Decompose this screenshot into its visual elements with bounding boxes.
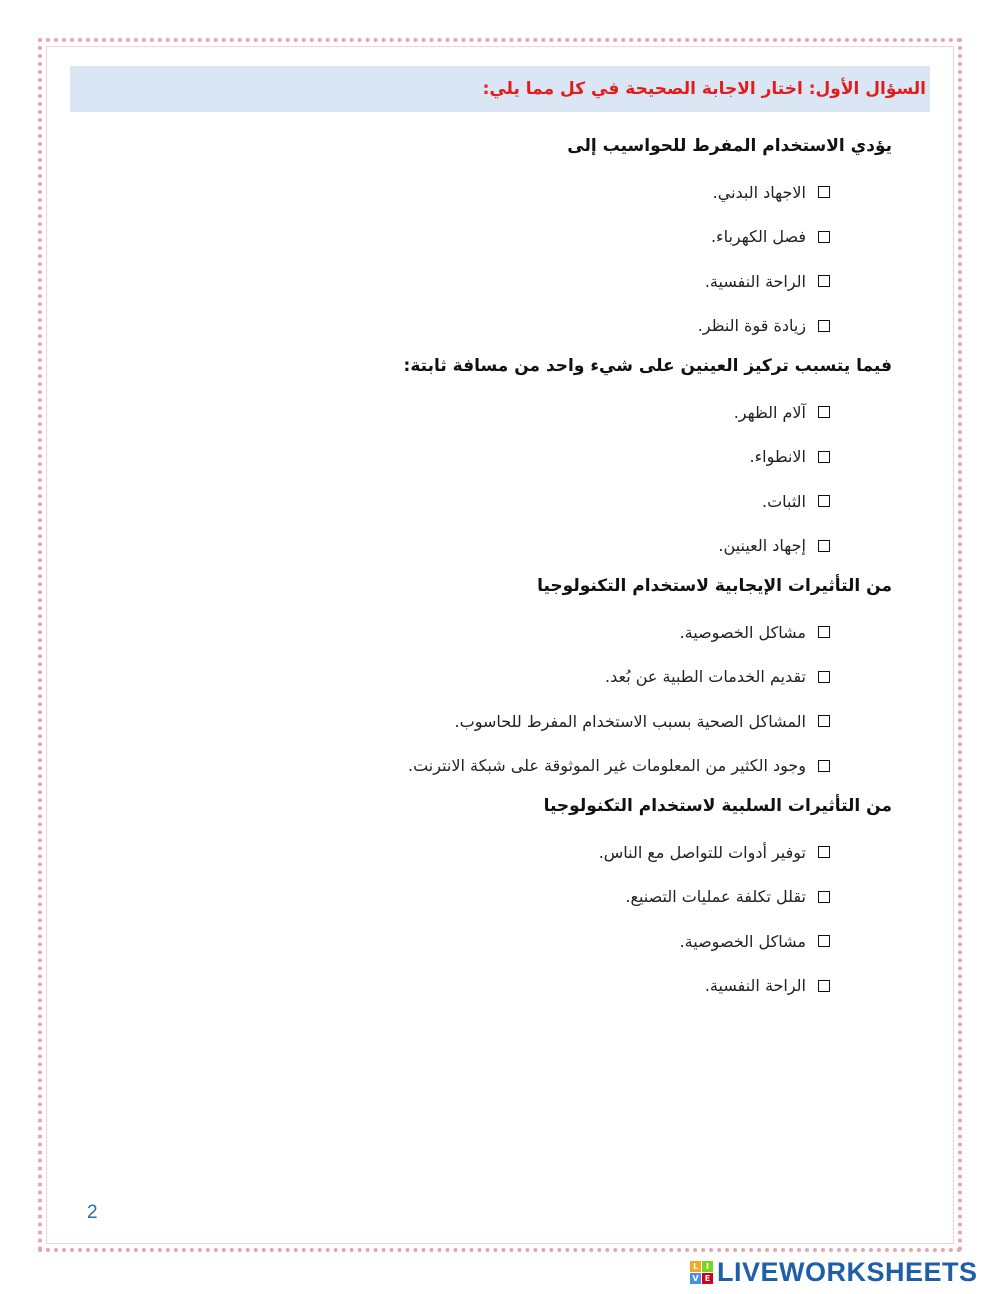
section-title: السؤال الأول: اختار الاجابة الصحيحة في كل مما يلي: — [482, 79, 926, 99]
option-label: الثبات. — [762, 491, 806, 511]
question-group-1 — [102, 128, 892, 348]
checkbox[interactable] — [818, 935, 830, 947]
option-label: زيادة قوة النظر. — [697, 316, 806, 336]
option-label: الراحة النفسية. — [704, 271, 806, 291]
logo-block: V — [690, 1273, 701, 1284]
checkbox[interactable] — [818, 891, 830, 903]
option-label: وجود الكثير من المعلومات غير الموثوقة على شبكة الانترنت. — [407, 756, 806, 776]
checkbox[interactable] — [818, 320, 830, 332]
checkbox[interactable] — [818, 540, 830, 552]
option-label: تقديم الخدمات الطبية عن بُعد. — [604, 667, 806, 687]
logo-block: I — [702, 1261, 713, 1272]
option-item — [102, 655, 892, 700]
options-list — [102, 610, 892, 788]
option-item — [102, 390, 892, 435]
question-text: من التأثيرات الإيجابية لاستخدام التكنولوجيا — [537, 576, 892, 596]
option-label: إجهاد العينين. — [718, 536, 806, 556]
checkbox[interactable] — [818, 760, 830, 772]
option-label: مشاكل الخصوصية. — [679, 931, 806, 951]
option-item — [102, 964, 892, 1009]
logo-block: E — [702, 1273, 713, 1284]
option-label: الانطواء. — [749, 447, 806, 467]
checkbox[interactable] — [818, 980, 830, 992]
checkbox[interactable] — [818, 846, 830, 858]
checkbox[interactable] — [818, 671, 830, 683]
option-item — [102, 744, 892, 789]
checkbox[interactable] — [818, 451, 830, 463]
option-item — [102, 699, 892, 744]
checkbox[interactable] — [818, 495, 830, 507]
checkbox[interactable] — [818, 715, 830, 727]
options-list — [102, 830, 892, 1008]
options-list — [102, 170, 892, 348]
question-header — [70, 66, 930, 112]
option-label: الاجهاد البدني. — [712, 182, 806, 202]
question-text: يؤدي الاستخدام المفرط للحواسيب إلى — [567, 136, 892, 156]
question-group-3 — [102, 568, 892, 788]
logo-blocks-icon — [690, 1261, 713, 1284]
option-item — [102, 610, 892, 655]
option-label: المشاكل الصحية بسبب الاستخدام المفرط للحاسوب. — [454, 711, 806, 731]
option-item — [102, 259, 892, 304]
option-label: الراحة النفسية. — [704, 976, 806, 996]
logo-text: LIVEWORKSHEETS — [717, 1256, 978, 1287]
option-item — [102, 479, 892, 524]
question-text: من التأثيرات السلبية لاستخدام التكنولوجيا — [543, 796, 892, 816]
option-item — [102, 875, 892, 920]
option-item — [102, 830, 892, 875]
checkbox[interactable] — [818, 626, 830, 638]
option-item — [102, 919, 892, 964]
checkbox[interactable] — [818, 275, 830, 287]
question-text: فيما يتسبب تركيز العينين على شيء واحد من مسافة ثابتة: — [403, 356, 892, 376]
checkbox[interactable] — [818, 231, 830, 243]
option-label: توفير أدوات للتواصل مع الناس. — [598, 842, 806, 862]
option-label: فصل الكهرباء. — [710, 227, 806, 247]
option-item — [102, 170, 892, 215]
liveworksheets-logo[interactable] — [690, 1257, 978, 1287]
option-label: آلام الظهر. — [733, 402, 806, 422]
option-item — [102, 524, 892, 569]
questions-container — [102, 128, 892, 1008]
logo-block: L — [690, 1261, 701, 1272]
question-group-2 — [102, 348, 892, 568]
checkbox[interactable] — [818, 186, 830, 198]
question-group-4 — [102, 788, 892, 1008]
option-label: مشاكل الخصوصية. — [679, 622, 806, 642]
checkbox[interactable] — [818, 406, 830, 418]
option-item — [102, 435, 892, 480]
option-item — [102, 215, 892, 260]
option-item — [102, 304, 892, 349]
option-label: تقلل تكلفة عمليات التصنيع. — [625, 887, 806, 907]
options-list — [102, 390, 892, 568]
page-number: 2 — [87, 1202, 98, 1223]
